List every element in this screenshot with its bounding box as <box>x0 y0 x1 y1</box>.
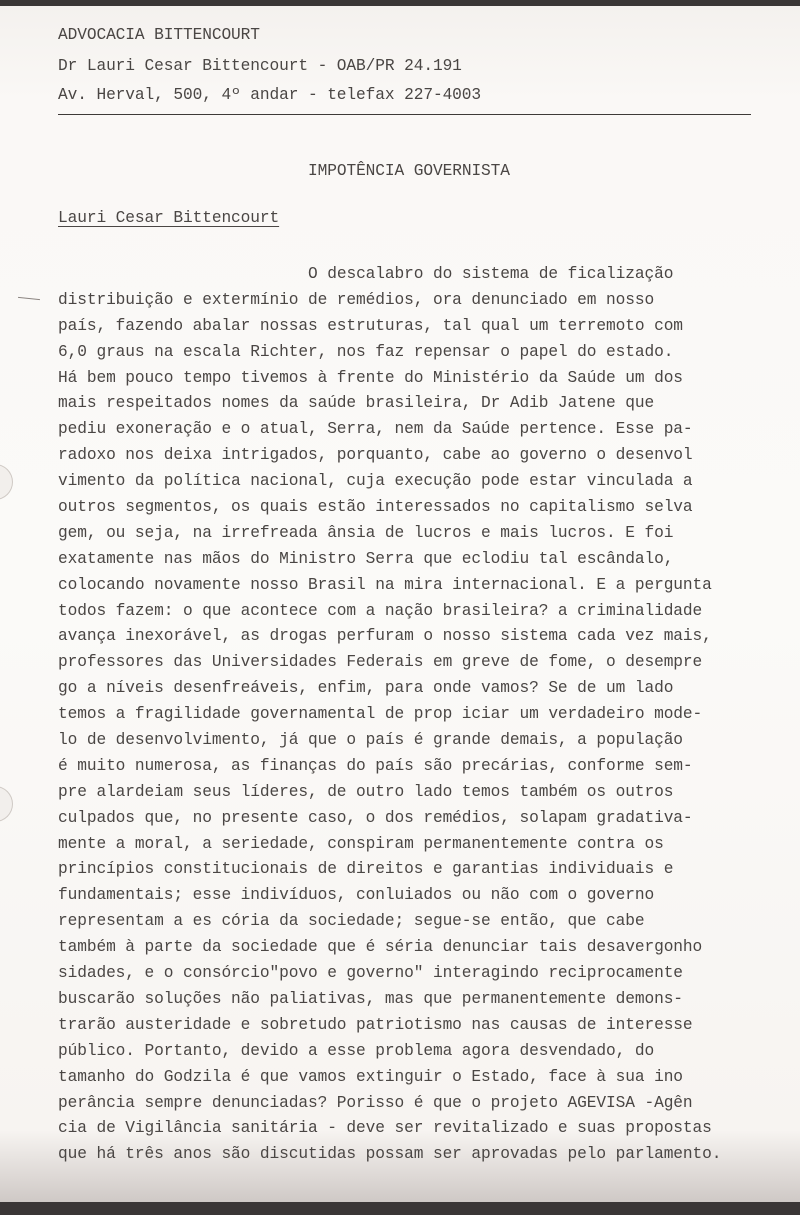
body-line: fundamentais; esse indivíduos, conluiados ou não com o governo <box>58 886 655 905</box>
article-author: Lauri Cesar Bittencourt <box>58 209 280 227</box>
body-line: Há bem pouco tempo tivemos à frente do Ministério da Saúde um dos <box>58 368 683 387</box>
letterhead-firm: ADVOCACIA BITTENCOURT <box>58 26 260 44</box>
body-line: buscarão soluções não paliativas, mas que permanentemente demons- <box>58 989 683 1008</box>
body-line: exatamente nas mãos do Ministro Serra que eclodiu tal escândalo, <box>58 549 674 568</box>
article-body <box>58 262 798 1168</box>
body-line: público. Portanto, devido a esse problema agora desvendado, do <box>58 1041 655 1060</box>
body-line: mente a moral, a seriedade, conspiram permanentemente contra os <box>58 834 664 853</box>
body-line: temos a fragilidade governamental de prop iciar um verdadeiro mode- <box>58 705 703 724</box>
body-line: avança inexorável, as drogas perfuram o nosso sistema cada vez mais, <box>58 627 712 646</box>
body-line: distribuição e extermínio de remédios, ora denunciado em nosso <box>58 290 655 309</box>
body-line: pediu exoneração e o atual, Serra, nem da Saúde pertence. Esse pa- <box>58 420 693 439</box>
body-line: sidades, e o consórcio"povo e governo" interagindo reciprocamente <box>58 964 683 983</box>
body-line: vimento da política nacional, cuja execução pode estar vinculada a <box>58 472 693 491</box>
body-line: representam a es cória da sociedade; segue-se então, que cabe <box>58 912 645 931</box>
body-line: todos fazem: o que acontece com a nação brasileira? a criminalidade <box>58 601 703 620</box>
letterhead-divider <box>58 114 751 115</box>
body-line: radoxo nos deixa intrigados, porquanto, cabe ao governo o desenvol <box>58 446 693 465</box>
body-line: outros segmentos, os quais estão interessados no capitalismo selva <box>58 498 693 517</box>
letterhead-address: Av. Herval, 500, 4º andar - telefax 227-4003 <box>58 86 482 104</box>
body-line: gem, ou seja, na irrefreada ânsia de lucros e mais lucros. E foi <box>58 523 674 542</box>
body-line: O descalabro do sistema de ficalização <box>308 265 674 283</box>
body-line: lo de desenvolvimento, já que o país é grande demais, a população <box>58 731 683 750</box>
body-line: pre alardeiam seus líderes, de outro lado temos também os outros <box>58 782 674 801</box>
body-line: perância sempre denunciadas? Porisso é que o projeto AGEVISA -Agên <box>58 1093 693 1112</box>
punch-hole <box>0 464 13 500</box>
body-line: também à parte da sociedade que é séria denunciar tais desavergonho <box>58 938 703 957</box>
body-line: cia de Vigilância sanitária - deve ser revitalizado e suas propostas <box>58 1119 712 1138</box>
body-line: princípios constitucionais de direitos e garantias individuais e <box>58 860 674 879</box>
body-line: professores das Universidades Federais em greve de fome, o desempre <box>58 653 703 672</box>
body-line: culpados que, no presente caso, o dos remédios, solapam gradativa- <box>58 808 693 827</box>
document-page <box>0 6 800 1202</box>
body-line: que há três anos são discutidas possam ser aprovadas pelo parlamento. <box>58 1145 722 1164</box>
body-line: trarão austeridade e sobretudo patriotismo nas causas de interesse <box>58 1015 693 1034</box>
body-line: país, fazendo abalar nossas estruturas, tal qual um terremoto com <box>58 316 683 335</box>
body-line: é muito numerosa, as finanças do país são precárias, conforme sem- <box>58 756 693 775</box>
punch-hole <box>0 786 13 822</box>
body-line: tamanho do Godzila é que vamos extinguir o Estado, face à sua ino <box>58 1067 683 1086</box>
margin-mark <box>18 297 40 300</box>
body-line: 6,0 graus na escala Richter, nos faz repensar o papel do estado. <box>58 342 674 361</box>
letterhead-lawyer: Dr Lauri Cesar Bittencourt - OAB/PR 24.191 <box>58 57 462 75</box>
body-line: mais respeitados nomes da saúde brasileira, Dr Adib Jatene que <box>58 394 655 413</box>
body-line: go a níveis desenfreáveis, enfim, para onde vamos? Se de um lado <box>58 679 674 698</box>
body-line: colocando novamente nosso Brasil na mira internacional. E a pergunta <box>58 575 712 594</box>
article-title: IMPOTÊNCIA GOVERNISTA <box>308 162 510 180</box>
